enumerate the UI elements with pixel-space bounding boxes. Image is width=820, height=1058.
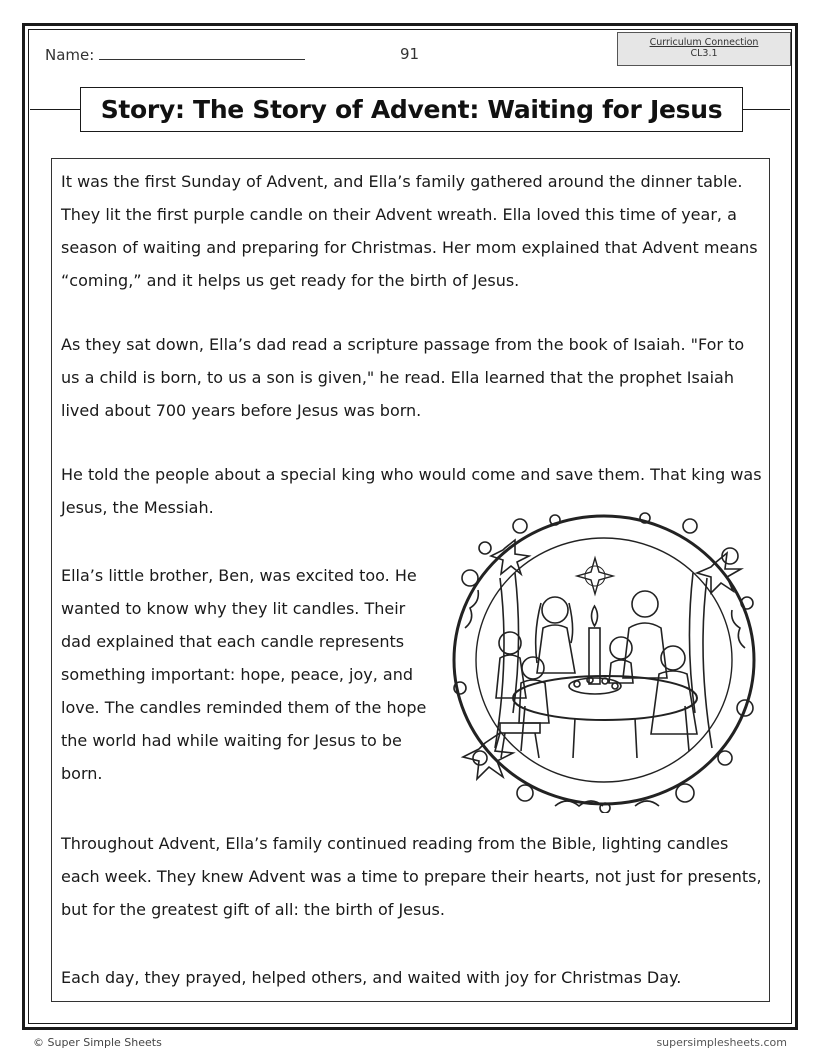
story-paragraph: Throughout Advent, Ella’s family continued reading from the Bible, lighting candles each week. They knew Advent was a time to prepare their hearts, not just for presents, but for the greatest gift of all: the birth of Jesus. xyxy=(61,834,762,919)
page-number: 91 xyxy=(400,45,420,63)
curriculum-connection-label: Curriculum Connection xyxy=(649,37,759,48)
story-paragraph: Ella’s little brother, Ben, was excited too. He wanted to know why they lit candles. Their dad explained that each candle represents something important: hope, peace, joy, and love. The candles reminded them of the hope the world had while waiting for Jesus to be born. xyxy=(61,566,427,783)
story-paragraph: It was the first Sunday of Advent, and Ella’s family gathered around the dinner table. They lit the first purple candle on their Advent wreath. Ella loved this time of year, a season of waiting and preparing for Christmas. Her mom explained that Advent means “coming,” and it helps us get ready for the birth of Jesus. xyxy=(61,172,758,290)
story-paragraph: As they sat down, Ella’s dad read a scripture passage from the book of Isaiah. "For to us a child is born, to us a son is given," he read. Ella learned that the prophet Isaiah lived about 700 years before Jesus was born. xyxy=(61,335,745,420)
story-paragraph: Each day, they prayed, helped others, and waited with joy for Christmas Day. xyxy=(61,968,682,987)
footer-copyright: © Super Simple Sheets xyxy=(33,1036,162,1049)
curriculum-code: CL3.1 xyxy=(690,48,718,59)
footer-website[interactable]: supersimplesheets.com xyxy=(656,1036,787,1049)
name-blank-line[interactable] xyxy=(99,45,305,60)
curriculum-connection-box xyxy=(617,32,791,66)
story-paragraph: He told the people about a special king who would come and save them. That king was Jesus, the Messiah. xyxy=(61,465,762,517)
page-title: Story: The Story of Advent: Waiting for Jesus xyxy=(100,95,723,124)
advent-family-illustration xyxy=(445,508,763,813)
name-field[interactable] xyxy=(45,45,305,64)
title-box xyxy=(80,87,743,132)
name-label: Name: xyxy=(45,46,95,64)
